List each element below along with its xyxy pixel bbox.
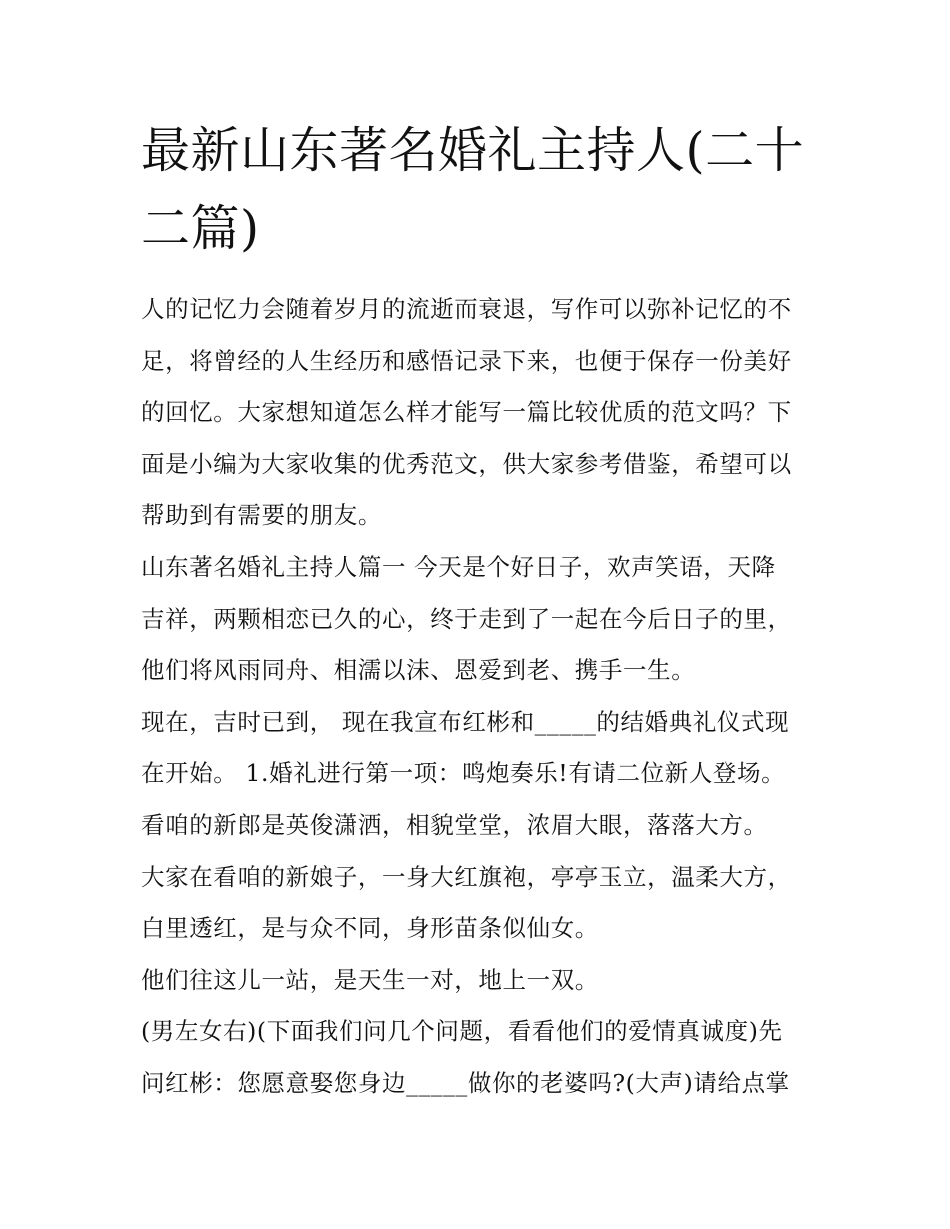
body-line: 问红彬：您愿意娶您身边_____做你的老婆吗?(大声)请给点掌 [141, 1068, 790, 1097]
document-title [141, 112, 816, 268]
body-line: 的回忆。大家想知道怎么样才能写一篇比较优质的范文吗？下 [141, 398, 792, 427]
title-line-2: 二篇) [141, 200, 260, 257]
body-line: 大家在看咱的新娘子，一身大红旗袍，亭亭玉立，温柔大方， [141, 862, 792, 891]
body-line: 他们往这儿一站，是天生一对，地上一双。 [141, 965, 599, 994]
document-body [141, 284, 816, 1110]
body-line: 现在，吉时已到， 现在我宣布红彬和_____的结婚典礼仪式现 [141, 707, 790, 736]
document-page [141, 112, 816, 1110]
body-line: 帮助到有需要的朋友。 [141, 501, 382, 530]
body-line: 足，将曾经的人生经历和感悟记录下来，也便于保存一份美好 [141, 346, 792, 375]
body-line: 在开始。 1.婚礼进行第一项：鸣炮奏乐!有请二位新人登场。 [141, 759, 786, 788]
title-line-1: 最新山东著名婚礼主持人(二十 [141, 122, 805, 179]
body-line: 看咱的新郎是英俊潇洒，相貌堂堂，浓眉大眼，落落大方。 [141, 810, 768, 839]
body-line: 山东著名婚礼主持人篇一 今天是个好日子，欢声笑语，天降 [141, 552, 776, 581]
body-line: 面是小编为大家收集的优秀范文，供大家参考借鉴，希望可以 [141, 449, 792, 478]
body-line: (男左女右)(下面我们问几个问题，看看他们的爱情真诚度)先 [141, 1017, 783, 1046]
body-line: 白里透红，是与众不同，身形苗条似仙女。 [141, 914, 599, 943]
body-line: 人的记忆力会随着岁月的流逝而衰退，写作可以弥补记忆的不 [141, 295, 792, 323]
body-line: 吉祥，两颗相恋已久的心，终于走到了一起在今后日子的里， [141, 604, 792, 633]
body-line: 他们将风雨同舟、相濡以沫、恩爱到老、携手一生。 [141, 656, 696, 685]
